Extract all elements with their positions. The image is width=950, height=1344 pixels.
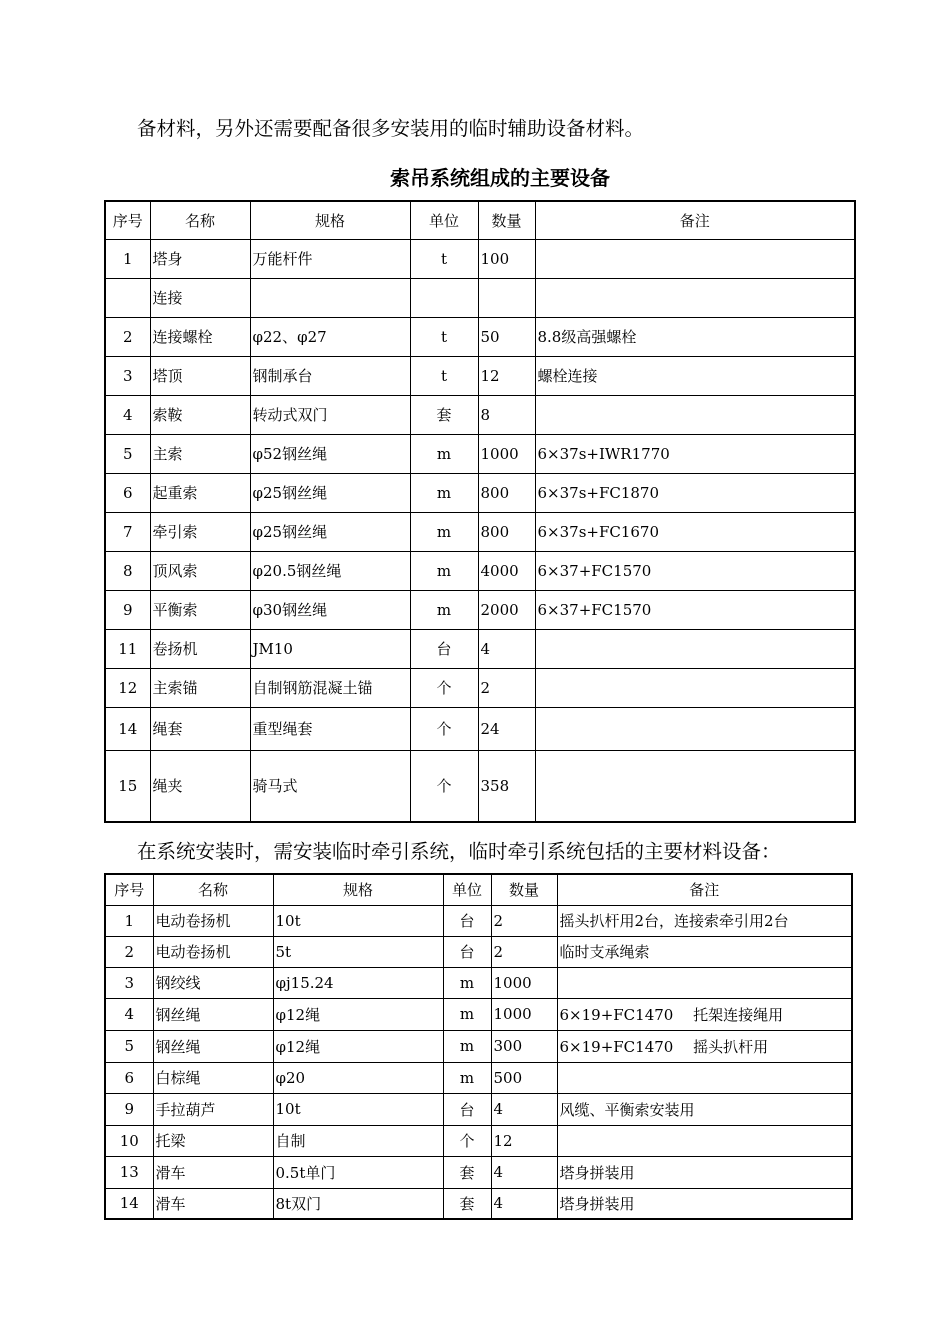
cell-index: 3 <box>105 967 153 998</box>
cell-remark <box>535 239 855 278</box>
cell-name: 塔身 <box>150 239 250 278</box>
cell-remark: 塔身拼装用 <box>557 1188 852 1219</box>
cell-spec: φ30钢丝绳 <box>250 590 410 629</box>
cell-index: 11 <box>105 629 150 668</box>
cell-name: 牵引索 <box>150 512 250 551</box>
cell-quantity: 800 <box>478 512 535 551</box>
cell-quantity <box>478 278 535 317</box>
cell-spec: φ25钢丝绳 <box>250 473 410 512</box>
table-row <box>105 1125 852 1156</box>
cell-spec: φ12绳 <box>273 1030 443 1062</box>
cell-index: 1 <box>105 239 150 278</box>
cell-remark: 螺栓连接 <box>535 356 855 395</box>
cell-remark: 6×19+FC1470 摇头扒杆用 <box>557 1030 852 1062</box>
header-remark: 备注 <box>535 201 855 239</box>
cell-name: 连接螺栓 <box>150 317 250 356</box>
cell-unit: 个 <box>410 668 478 707</box>
table1-title: 索吊系统组成的主要设备 <box>390 166 610 190</box>
table-row <box>105 967 852 998</box>
cell-quantity: 2 <box>478 668 535 707</box>
header-spec: 规格 <box>250 201 410 239</box>
cell-name: 钢丝绳 <box>153 998 273 1030</box>
cell-quantity: 2000 <box>478 590 535 629</box>
cell-spec: 钢制承台 <box>250 356 410 395</box>
cell-index: 1 <box>105 905 153 936</box>
cell-quantity: 1000 <box>478 434 535 473</box>
cell-remark <box>535 750 855 822</box>
header-spec: 规格 <box>273 874 443 905</box>
cell-unit: m <box>443 967 491 998</box>
cell-spec: 重型绳套 <box>250 707 410 750</box>
cell-remark: 6×19+FC1470 托架连接绳用 <box>557 998 852 1030</box>
header-name: 名称 <box>150 201 250 239</box>
table-row <box>105 1156 852 1188</box>
cell-unit: 套 <box>410 395 478 434</box>
cell-spec: φ20.5钢丝绳 <box>250 551 410 590</box>
cell-index: 12 <box>105 668 150 707</box>
header-unit: 单位 <box>410 201 478 239</box>
table-row <box>105 998 852 1030</box>
cell-name: 电动卷扬机 <box>153 936 273 967</box>
cell-index: 7 <box>105 512 150 551</box>
table-header-row <box>105 874 852 905</box>
cell-index: 6 <box>105 473 150 512</box>
cell-remark: 摇头扒杆用2台，连接索牵引用2台 <box>557 905 852 936</box>
cell-spec: 0.5t单门 <box>273 1156 443 1188</box>
cell-remark: 风缆、平衡索安装用 <box>557 1093 852 1125</box>
cell-quantity: 300 <box>491 1030 557 1062</box>
table-row <box>105 239 855 278</box>
cell-spec: 8t双门 <box>273 1188 443 1219</box>
table-row <box>105 551 855 590</box>
table-row <box>105 1093 852 1125</box>
cell-spec: 自制钢筋混凝土锚 <box>250 668 410 707</box>
cell-quantity: 4 <box>491 1156 557 1188</box>
cell-name: 主索锚 <box>150 668 250 707</box>
cell-remark <box>535 278 855 317</box>
cell-unit: m <box>410 512 478 551</box>
cell-spec: JM10 <box>250 629 410 668</box>
cell-quantity: 50 <box>478 317 535 356</box>
cell-unit: t <box>410 356 478 395</box>
cell-quantity: 24 <box>478 707 535 750</box>
cell-remark <box>535 395 855 434</box>
cell-index: 2 <box>105 317 150 356</box>
cell-remark <box>557 1125 852 1156</box>
cell-name: 塔顶 <box>150 356 250 395</box>
intro-paragraph: 备材料，另外还需要配备很多安装用的临时辅助设备材料。 <box>137 117 645 140</box>
cell-remark <box>557 1062 852 1093</box>
cell-unit: 个 <box>410 707 478 750</box>
cell-name: 卷扬机 <box>150 629 250 668</box>
cell-index: 3 <box>105 356 150 395</box>
cell-unit: 套 <box>443 1188 491 1219</box>
mid-paragraph: 在系统安装时，需安装临时牵引系统，临时牵引系统包括的主要材料设备： <box>137 840 781 863</box>
table-row <box>105 1188 852 1219</box>
table-row <box>105 473 855 512</box>
cell-name: 绳套 <box>150 707 250 750</box>
cell-remark: 6×37+FC1570 <box>535 551 855 590</box>
cell-spec: 转动式双门 <box>250 395 410 434</box>
cell-name: 钢绞线 <box>153 967 273 998</box>
cell-quantity: 8 <box>478 395 535 434</box>
cell-unit: 个 <box>410 750 478 822</box>
table-row <box>105 905 852 936</box>
cell-quantity: 2 <box>491 905 557 936</box>
table-row <box>105 1062 852 1093</box>
cell-index: 4 <box>105 998 153 1030</box>
cell-unit: 台 <box>443 905 491 936</box>
cell-unit <box>410 278 478 317</box>
cell-name: 顶风索 <box>150 551 250 590</box>
cell-unit: 台 <box>443 1093 491 1125</box>
cell-name: 电动卷扬机 <box>153 905 273 936</box>
cell-quantity: 12 <box>491 1125 557 1156</box>
cell-index: 14 <box>105 707 150 750</box>
cell-unit: 个 <box>443 1125 491 1156</box>
cell-index: 15 <box>105 750 150 822</box>
header-index: 序号 <box>105 874 153 905</box>
cell-index: 10 <box>105 1125 153 1156</box>
cell-remark: 6×37s+FC1670 <box>535 512 855 551</box>
cell-unit: 套 <box>443 1156 491 1188</box>
cell-name: 滑车 <box>153 1188 273 1219</box>
cell-index: 5 <box>105 434 150 473</box>
cell-unit: m <box>443 1030 491 1062</box>
header-quantity: 数量 <box>478 201 535 239</box>
cell-unit: m <box>443 1062 491 1093</box>
cell-quantity: 1000 <box>491 967 557 998</box>
cell-name: 白棕绳 <box>153 1062 273 1093</box>
cell-quantity: 4 <box>491 1188 557 1219</box>
table-row <box>105 590 855 629</box>
cell-unit: m <box>410 473 478 512</box>
cell-spec: φ25钢丝绳 <box>250 512 410 551</box>
cell-remark: 6×37+FC1570 <box>535 590 855 629</box>
header-unit: 单位 <box>443 874 491 905</box>
cell-name: 钢丝绳 <box>153 1030 273 1062</box>
cell-name: 托梁 <box>153 1125 273 1156</box>
cell-name: 手拉葫芦 <box>153 1093 273 1125</box>
cell-remark <box>535 668 855 707</box>
cell-index: 9 <box>105 1093 153 1125</box>
table-row <box>105 668 855 707</box>
temporary-traction-table <box>104 873 853 1220</box>
cell-quantity: 2 <box>491 936 557 967</box>
cell-spec: φ20 <box>273 1062 443 1093</box>
table-row <box>105 707 855 750</box>
cell-spec: φ22、φ27 <box>250 317 410 356</box>
cell-quantity: 100 <box>478 239 535 278</box>
cell-remark <box>557 967 852 998</box>
cell-unit: m <box>410 590 478 629</box>
cell-index: 6 <box>105 1062 153 1093</box>
table-row <box>105 936 852 967</box>
cell-spec: 自制 <box>273 1125 443 1156</box>
cell-index: 4 <box>105 395 150 434</box>
cell-unit: t <box>410 317 478 356</box>
cell-quantity: 12 <box>478 356 535 395</box>
cell-remark: 8.8级高强螺栓 <box>535 317 855 356</box>
cell-unit: m <box>410 551 478 590</box>
cell-spec: φj15.24 <box>273 967 443 998</box>
table-row <box>105 629 855 668</box>
table-row <box>105 750 855 822</box>
table-row <box>105 395 855 434</box>
cell-unit: m <box>410 434 478 473</box>
table-row <box>105 356 855 395</box>
cell-name: 连接 <box>150 278 250 317</box>
cell-index: 5 <box>105 1030 153 1062</box>
cell-name: 平衡索 <box>150 590 250 629</box>
cell-spec: 10t <box>273 905 443 936</box>
cell-quantity: 4 <box>491 1093 557 1125</box>
cell-index: 13 <box>105 1156 153 1188</box>
table-header-row <box>105 201 855 239</box>
cell-unit: m <box>443 998 491 1030</box>
cell-spec: φ12绳 <box>273 998 443 1030</box>
cell-index: 9 <box>105 590 150 629</box>
header-index: 序号 <box>105 201 150 239</box>
table-row <box>105 317 855 356</box>
cell-remark <box>535 707 855 750</box>
cell-quantity: 4 <box>478 629 535 668</box>
cell-spec <box>250 278 410 317</box>
cell-quantity: 358 <box>478 750 535 822</box>
cell-name: 主索 <box>150 434 250 473</box>
cell-quantity: 1000 <box>491 998 557 1030</box>
cell-name: 索鞍 <box>150 395 250 434</box>
cell-quantity: 500 <box>491 1062 557 1093</box>
cell-spec: 5t <box>273 936 443 967</box>
cell-index: 8 <box>105 551 150 590</box>
cell-name: 起重索 <box>150 473 250 512</box>
table-row <box>105 278 855 317</box>
cell-remark <box>535 629 855 668</box>
cell-remark: 6×37s+IWR1770 <box>535 434 855 473</box>
cell-spec: 10t <box>273 1093 443 1125</box>
cell-remark: 塔身拼装用 <box>557 1156 852 1188</box>
cell-quantity: 4000 <box>478 551 535 590</box>
cell-unit: 台 <box>410 629 478 668</box>
cell-spec: φ52钢丝绳 <box>250 434 410 473</box>
header-quantity: 数量 <box>491 874 557 905</box>
cell-remark: 临时支承绳索 <box>557 936 852 967</box>
cell-name: 绳夹 <box>150 750 250 822</box>
cell-index <box>105 278 150 317</box>
table-row <box>105 1030 852 1062</box>
cell-unit: 台 <box>443 936 491 967</box>
cell-remark: 6×37s+FC1870 <box>535 473 855 512</box>
cell-unit: t <box>410 239 478 278</box>
cell-spec: 骑马式 <box>250 750 410 822</box>
header-remark: 备注 <box>557 874 852 905</box>
table-row <box>105 512 855 551</box>
cell-name: 滑车 <box>153 1156 273 1188</box>
cell-spec: 万能杆件 <box>250 239 410 278</box>
cell-index: 14 <box>105 1188 153 1219</box>
main-equipment-table <box>104 200 856 823</box>
cell-quantity: 800 <box>478 473 535 512</box>
cell-index: 2 <box>105 936 153 967</box>
header-name: 名称 <box>153 874 273 905</box>
table-row <box>105 434 855 473</box>
